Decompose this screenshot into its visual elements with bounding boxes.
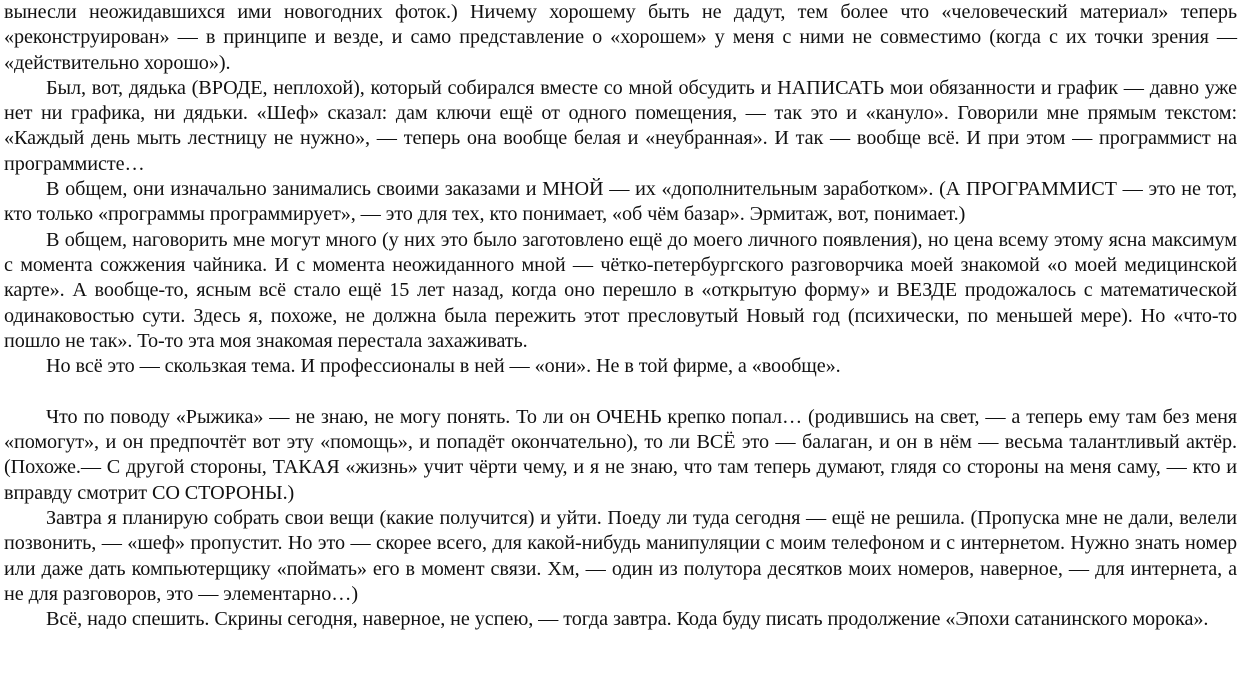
paragraph-2: Был, вот, дядька (ВРОДЕ, неплохой), который собирался вместе со мной обсудить и НАПИСАТЬ мои обязанности и график — давно уже нет ни графика, ни дядьки. «Шеф» сказал: дам ключи ещё от одного помещения, — так это и «кануло». Говорили мне прямым текстом: «Каждый день мыть лестницу не нужно», — теперь она вообще белая и «неубранная». И так — вообще всё. И при этом — программист на программисте… [4,76,1237,175]
document-body [4,0,1237,632]
paragraph-7: Завтра я планирую собрать свои вещи (какие получится) и уйти. Поеду ли туда сегодня — ещё не решила. (Пропуска мне не дали, велели позвонить, — «шеф» пропустит. Но это — скорее всего, для какой-нибудь манипуляции с моим телефоном и с интернетом. Нужно знать номер или даже дать компьютерщику «поймать» его в момент связи. Хм, — один из полутора десятков моих номеров, наверное, — для интернета, а не для разговоров, это — элементарно…) [4,506,1237,605]
paragraph-3: В общем, они изначально занимались своими заказами и МНОЙ — их «дополнительным заработком». (А ПРОГРАММИСТ — это не тот, кто только «программы программирует», — это для тех, кто понимает, «об чём базар». Эрмитаж, вот, понимает.) [4,178,1237,226]
paragraph-8: Всё, надо спешить. Скрины сегодня, наверное, не успею, — тогда завтра. Кода буду писать продолжение «Эпохи сатанинского морока». [46,608,1209,631]
paragraph-4: В общем, наговорить мне могут много (у них это было заготовлено ещё до моего личного появления), но цена всему этому ясна максимум с момента сожжения чайника. И с момента неожиданного мной — чётко-петербургского разговорчика моей знакомой «о моей медицинской карте». А вообще-то, ясным всё стало ещё 15 лет назад, когда оно перешло в «открытую форму» и ВЕЗДЕ продожалось с математической одинаковостью сути. Здесь я, похоже, не должна была пережить этот пресловутый Новый год (психически, по меньшей мере). Но «что-то пошло не так». То-то эта моя знакомая перестала захаживать. [4,228,1237,352]
paragraph-1: вынесли неожидавшихся ими новогодних фоток.) Ничему хорошему быть не дадут, тем более что «человеческий материал» теперь «реконструирован» — в принципе и везде, и само представление о «хорошем» у меня с ними не совместимо (когда с их точки зрения — «действительно хорошо»). [4,1,1237,74]
paragraph-5: Но всё это — скользкая тема. И профессионалы в ней — «они». Не в той фирме, а «вообще». [46,355,841,378]
paragraph-6: Что по поводу «Рыжика» — не знаю, не могу понять. То ли он ОЧЕНЬ крепко попал… (родившись на свет, — а теперь ему там без меня «помогут», и он предпочтёт вот эту «помощь», и попадёт окончательно), то ли ВСЁ это — балаган, и он в нём — весьма талантливый актёр. (Похоже.— С другой стороны, ТАКАЯ «жизнь» учит чёрти чему, и я не знаю, что там теперь думают, глядя со стороны на меня саму, — кто и вправду смотрит СО СТОРОНЫ.) [4,405,1237,504]
